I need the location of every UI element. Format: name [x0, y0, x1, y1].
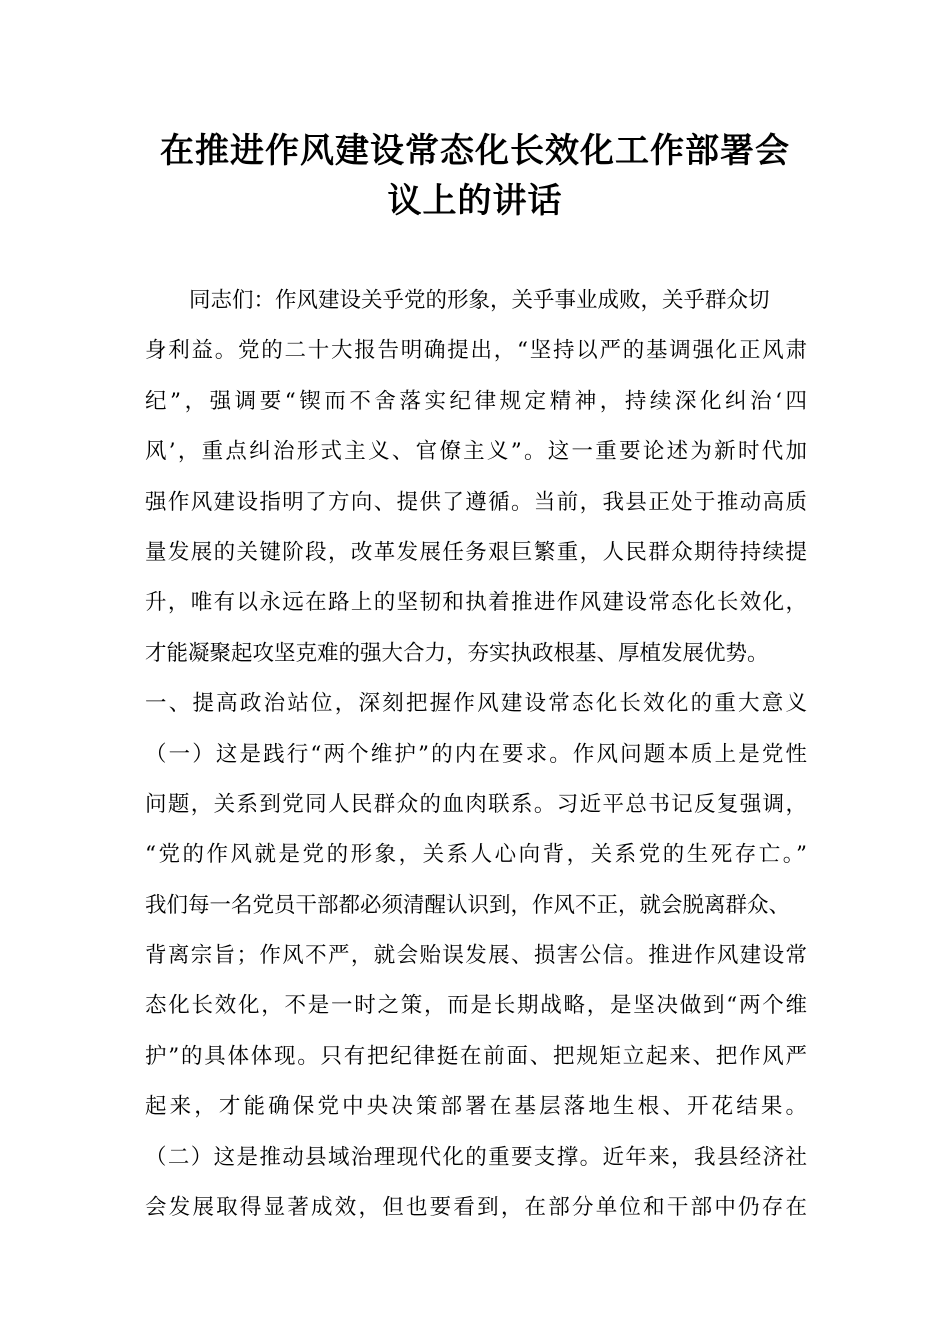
- title-line-1: 在推进作风建设常态化长效化工作部署会: [160, 131, 790, 171]
- document-title: [120, 126, 830, 226]
- body-line: 我们每一名党员干部都必须清醒认识到，作风不正，就会脱离群众、: [145, 892, 791, 918]
- body-line: 问题，关系到党同人民群众的血肉联系。习近平总书记反复强调，: [145, 791, 807, 817]
- body-line: 纪”，强调要“锲而不舍落实纪律规定精神，持续深化纠治‘四: [145, 388, 807, 414]
- body-line: 风’，重点纠治形式主义、官僚主义”。这一重要论述为新时代加: [145, 439, 807, 465]
- body-line: 起来，才能确保党中央决策部署在基层落地生根、开花结果。: [145, 1094, 807, 1120]
- body-line: 同志们：作风建设关乎党的形象，关乎事业成败，关乎群众切: [189, 288, 770, 313]
- document-body: [145, 276, 825, 1233]
- body-line: 身利益。党的二十大报告明确提出，“坚持以严的基调强化正风肃: [145, 338, 807, 364]
- body-line: 态化长效化，不是一时之策，而是长期战略，是坚决做到“两个维: [145, 993, 807, 1019]
- body-line: 会发展取得显著成效，但也要看到，在部分单位和干部中仍存在: [145, 1195, 807, 1221]
- body-line: 量发展的关键阶段，改革发展任务艰巨繁重，人民群众期待持续提: [145, 539, 807, 565]
- quote-line: “党的作风就是党的形象，关系人心向背，关系党的生死存亡。”: [145, 842, 807, 868]
- body-line: 强作风建设指明了方向、提供了遵循。当前，我县正处于推动高质: [145, 489, 807, 515]
- body-line: 才能凝聚起攻坚克难的强大合力，夯实执政根基、厚植发展优势。: [145, 640, 769, 666]
- body-line: 护”的具体体现。只有把纪律挺在前面、把规矩立起来、把作风严: [145, 1043, 807, 1069]
- body-line: 背离宗旨；作风不严，就会贻误发展、损害公信。推进作风建设常: [145, 943, 807, 969]
- section-heading: 一、提高政治站位，深刻把握作风建设常态化长效化的重大意义: [145, 691, 807, 717]
- subsection-heading: （二）这是推动县域治理现代化的重要支撑。近年来，我县经济社: [145, 1144, 807, 1170]
- subsection-heading: （一）这是践行“两个维护”的内在要求。作风问题本质上是党性: [145, 741, 807, 767]
- title-line-2: 议上的讲话: [387, 181, 563, 221]
- body-line: 升，唯有以永远在路上的坚韧和执着推进作风建设常态化长效化，: [145, 590, 807, 616]
